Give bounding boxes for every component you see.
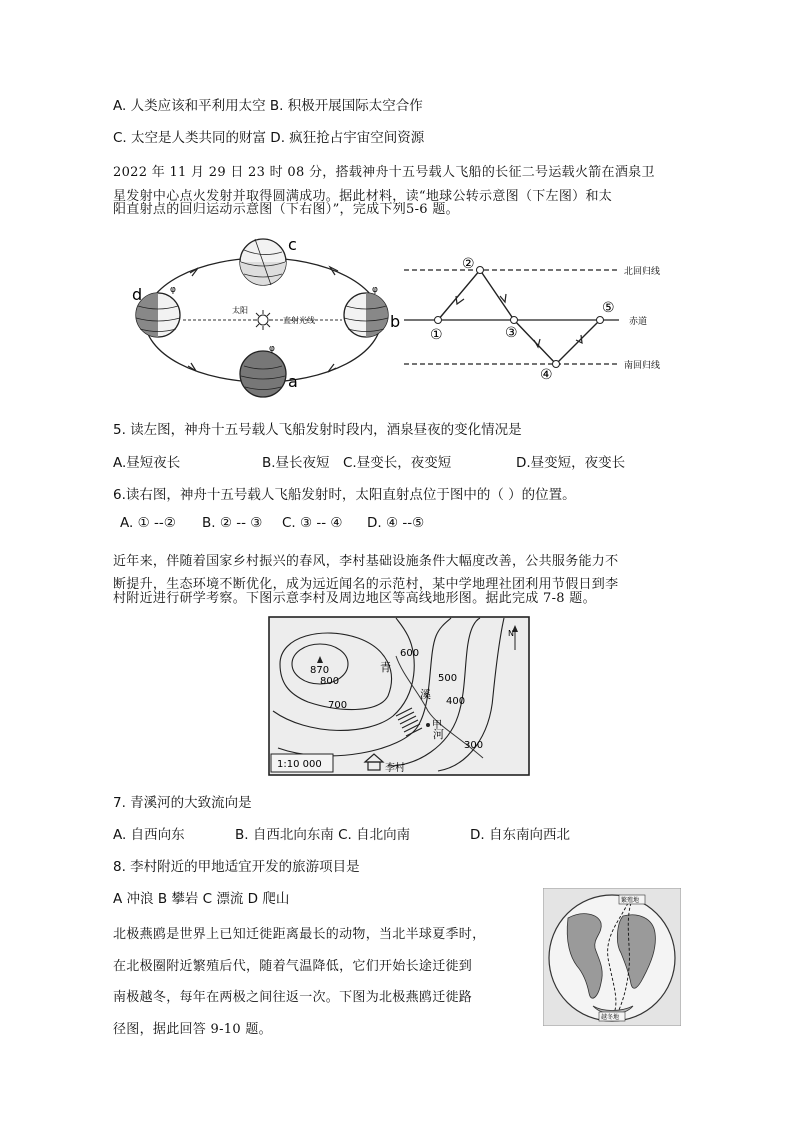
jia-label: 甲	[432, 720, 442, 731]
map-scale: 1:10 000	[277, 759, 322, 770]
q6-option-c[interactable]: C. ③ -- ④	[282, 515, 343, 531]
point-2: ②	[462, 256, 475, 272]
south-tropic-label: 南回归线	[624, 361, 661, 371]
tern-migration-map	[543, 888, 681, 1026]
subsolar-migration-diagram	[404, 252, 686, 382]
question-8: 8. 李村附近的甲地适宜开发的旅游项目是	[113, 859, 360, 875]
contour-400: 400	[446, 696, 466, 707]
q6-option-a[interactable]: A. ① --②	[120, 515, 176, 531]
contour-700: 700	[328, 700, 348, 711]
ray-label: 直射光线	[283, 316, 315, 325]
point-3: ③	[505, 325, 518, 341]
wintering-area-label: 越冬地	[601, 1014, 620, 1021]
breeding-area-label: 繁殖地	[621, 897, 640, 904]
intro-5-6-line-3: 阳直射点的回归运动示意图（下右图）”，完成下列5-6 题。	[113, 202, 459, 217]
q5-option-d[interactable]: D.昼变短，夜变长	[516, 455, 626, 471]
point-4: ④	[540, 367, 553, 382]
q5-option-c[interactable]: C.昼变长，夜变短	[343, 455, 452, 471]
north-label: N	[508, 629, 514, 638]
sun-label: 太阳	[232, 306, 248, 315]
intro-7-8-line-1: 近年来，伴随着国家乡村振兴的春风，李村基础设施条件大幅度改善，公共服务能力不	[113, 554, 619, 569]
pole-mark-a: φ	[269, 344, 275, 354]
river-char-1: 青	[380, 661, 391, 674]
intro-5-6-line-2: 星发射中心点火发射并取得圆满成功。据此材料，读“地球公转示意图（下左图）和太	[113, 189, 613, 204]
intro-9-10-line-2: 在北极圈附近繁殖后代，随着气温降低，它们开始长途迁徙到	[113, 959, 473, 974]
question-7: 7. 青溪河的大致流向是	[113, 795, 252, 811]
north-tropic-label: 北回归线	[624, 267, 661, 277]
q7-option-a[interactable]: A. 自西向东	[113, 827, 185, 843]
point-5: ⑤	[602, 300, 615, 316]
contour-600: 600	[400, 648, 420, 659]
q8-options[interactable]: A 冲浪 B 攀岩 C 漂流 D 爬山	[113, 891, 290, 907]
contour-500: 500	[438, 673, 458, 684]
q4-options-line-1: A. 人类应该和平利用太空 B. 积极开展国际太空合作	[113, 98, 423, 114]
river-char-2: 溪	[420, 688, 431, 701]
q7-option-d[interactable]: D. 自东南向西北	[470, 827, 570, 843]
q7-option-bc[interactable]: B. 自西北向东南 C. 自北向南	[235, 827, 411, 843]
earth-a	[240, 351, 286, 397]
q6-option-b[interactable]: B. ② -- ③	[202, 515, 263, 531]
earth-d	[136, 293, 180, 337]
contour-800: 800	[320, 676, 340, 687]
pole-mark-d: φ	[170, 285, 176, 295]
q5-option-a[interactable]: A.昼短夜长	[113, 455, 181, 471]
intro-9-10-line-1: 北极燕鸥是世界上已知迁徙距离最长的动物，当北半球夏季时，	[113, 927, 486, 942]
sun-icon	[253, 310, 273, 330]
label-a: a	[288, 372, 298, 391]
q5-option-b[interactable]: B.昼长夜短	[262, 455, 330, 471]
village-label: 李村	[385, 763, 405, 774]
contour-map	[268, 616, 530, 776]
earth-b	[344, 293, 388, 337]
pole-mark-b: φ	[372, 285, 378, 295]
contour-300: 300	[464, 740, 484, 751]
intro-5-6-line-1: 2022 年 11 月 29 日 23 时 08 分，搭载神舟十五号载人飞船的长征二号运载火箭在酒泉卫	[113, 165, 655, 180]
intro-7-8-line-3: 村附近进行研学考察。下图示意李村及周边地区等高线地形图。据此完成 7-8 题。	[113, 591, 596, 606]
question-6: 6.读右图，神舟十五号载人飞船发射时，太阳直射点位于图中的（ ）的位置。	[113, 487, 576, 503]
intro-9-10-line-4: 径图，据此回答 9-10 题。	[113, 1022, 272, 1037]
peak-elevation: 870	[310, 665, 330, 676]
label-b: b	[390, 312, 400, 331]
point-1: ①	[430, 327, 443, 343]
sun-point-marks	[435, 267, 604, 368]
label-d: d	[132, 285, 143, 304]
river-char-3: 河	[433, 728, 444, 741]
intro-9-10-line-3: 南极越冬，每年在两极之间往返一次。下图为北极燕鸥迁徙路	[113, 990, 473, 1005]
equator-label: 赤道	[629, 317, 648, 327]
q6-option-d[interactable]: D. ④ --⑤	[367, 515, 425, 531]
earth-c	[240, 239, 286, 285]
q4-options-line-2: C. 太空是人类共同的财富 D. 疯狂抢占宇宙空间资源	[113, 130, 425, 146]
question-5: 5. 读左图，神舟十五号载人飞船发射时段内，酒泉昼夜的变化情况是	[113, 422, 522, 438]
label-c: c	[288, 235, 297, 254]
earth-orbit-diagram	[128, 230, 400, 405]
intro-7-8-line-2: 断提升，生态环境不断优化，成为远近闻名的示范村，某中学地理社团利用节假日到李	[113, 577, 619, 592]
